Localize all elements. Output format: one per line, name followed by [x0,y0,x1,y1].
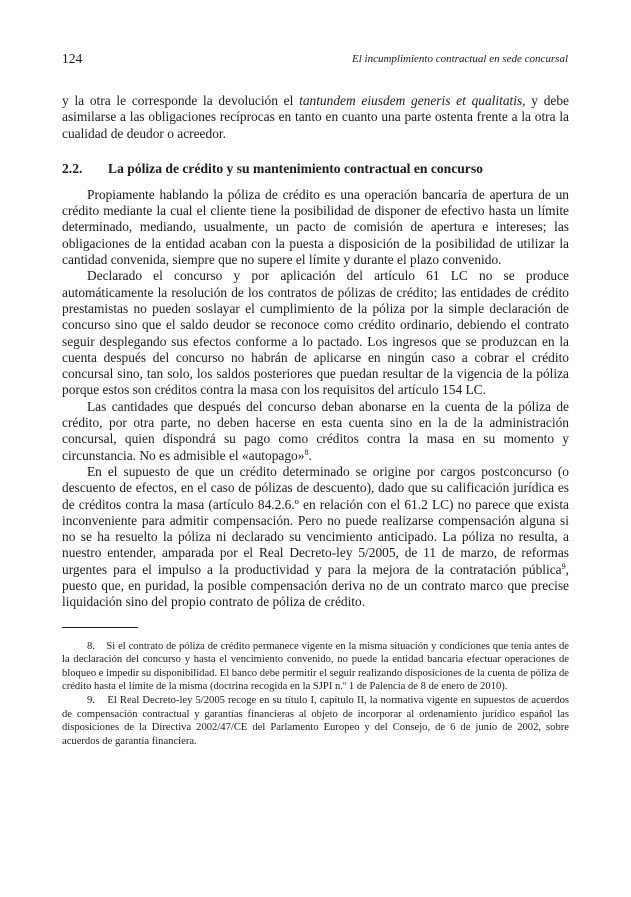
page-body [62,93,569,748]
paragraph-amounts-text: Las cantidades que después del concurso deban abonarse en la cuenta de la póliza de crédito, por otra parte, no deben hacerse en esta cuenta sino en la de la administración concursal, quien dispondrá su pago como créditos contra la masa en su momento y circunstancia. No es admisible el «autopago» [62,398,569,463]
section-heading [62,160,569,177]
intro-text-end: y debe asimilarse a las obligaciones recíprocas en tanto en cuanto una parte ostenta frente a la otra la cualidad de deudor o acreedor. [62,93,570,141]
page-number: 124 [62,51,83,66]
intro-paragraph [62,93,569,142]
footnote-9-text: El Real Decreto-ley 5/2005 recoge en su título I, capítulo II, la normativa vigente en supuestos de acuerdos de compensación contractual y garantías financieras al objeto de incorporar al ordenamiento jurídico español las disposiciones de la Directiva 2002/47/CE del Parlamento Europeo y del Consejo, de 6 de junio de 2002, sobre acuerdos de garantía financiera. [62,694,570,747]
section-number: 2.2. [62,160,83,176]
footnote-8-text: Si el contrato de póliza de crédito permanece vigente en la misma situación y condiciones que tenía antes de la declaración del concurso y hasta el vencimiento convenido, no puede la entidad bancaria efectuar operaciones de bloqueo e impedir su disponibilidad. El banco debe permitir el seguir realizando disposiciones de la cuenta de póliza de crédito hasta el límite de la misma (doctrina recogida en la SJPI n.º 1 de Palencia de 8 de enero de 2010). [62,640,569,693]
paragraph-amounts [62,399,569,464]
latin-phrase: tantundem eiusdem generis et qualitatis, [299,93,526,108]
footnote-8-number: 8. [87,640,95,652]
paragraph-compensation-text: En el supuesto de que un crédito determinado se origine por cargos postconcurso (o descuento de efectos, en el caso de pólizas de descuento), dado que su calificación jurídica es de créditos contra la masa (artículo 84.2.6.º en relación con el 61.2 LC) no parece que exista inconveniente para admitir compensación. Pero no puede realizarse compensación alguna si no se ha resuelto la póliza ni declarado su vencimiento anticipado. La póliza no resulta, a nuestro entender, amparada por el Real Decreto-ley 5/2005, de 11 de marzo, de reformas urgentes para el impulso a la productividad y para la mejora de la contratación pública [62,463,569,577]
paragraph-article-61: Declarado el concurso y por aplicación del artículo 61 LC no se produce automáticamente la resolución de los contratos de pólizas de crédito; las entidades de crédito prestamistas no pueden soslayar el cumplimiento de la póliza por la simple declaración de concurso sino que el saldo deudor se reconoce como crédito ordinario, debiendo el contrato seguir desplegando sus efectos conforme a lo pactado. Los ingresos que se produzcan en la cuenta después del concurso no habrán de aplicarse en ningún caso a cobrar el crédito concursal sino, tan solo, los saldos posteriores que puedan resultar de la vigencia de la póliza porque estos son créditos contra la masa con los requisitos del artículo 154 LC. [62,268,569,398]
footnote-9-number: 9. [87,694,95,706]
paragraph-definition: Propiamente hablando la póliza de crédito es una operación bancaria de apertura de un crédito mediante la cual el cliente tiene la posibilidad de disponer de efectivo hasta un límite determinado, mediando, usualmente, un pacto de comisión de apertura e intereses; las obligaciones de la entidad acaban con la puesta a disposición de la posibilidad de utilizar la cantidad convenida, siempre que no supere el límite y durante el plazo convenido. [62,186,569,268]
intro-text-start: y la otra le corresponde la devolución el [62,93,300,108]
running-title: El incumplimiento contractual en sede concursal [352,53,568,65]
section-title: La póliza de crédito y su mantenimiento contractual en concurso [108,160,483,176]
footnote-divider [62,627,138,628]
paragraph-amounts-end: . [308,447,312,463]
paragraph-compensation [62,464,569,611]
footnote-9 [62,694,569,748]
footnote-8 [62,640,569,694]
footnote-ref-8[interactable]: 8 [304,447,309,457]
paragraph-compensation-end: , puesto que, en puridad, la posible compensación deriva no de un contrato marco que precise liquidación sino del propio contrato de póliza de crédito. [62,561,569,610]
footnote-ref-9[interactable]: 9 [561,561,566,571]
